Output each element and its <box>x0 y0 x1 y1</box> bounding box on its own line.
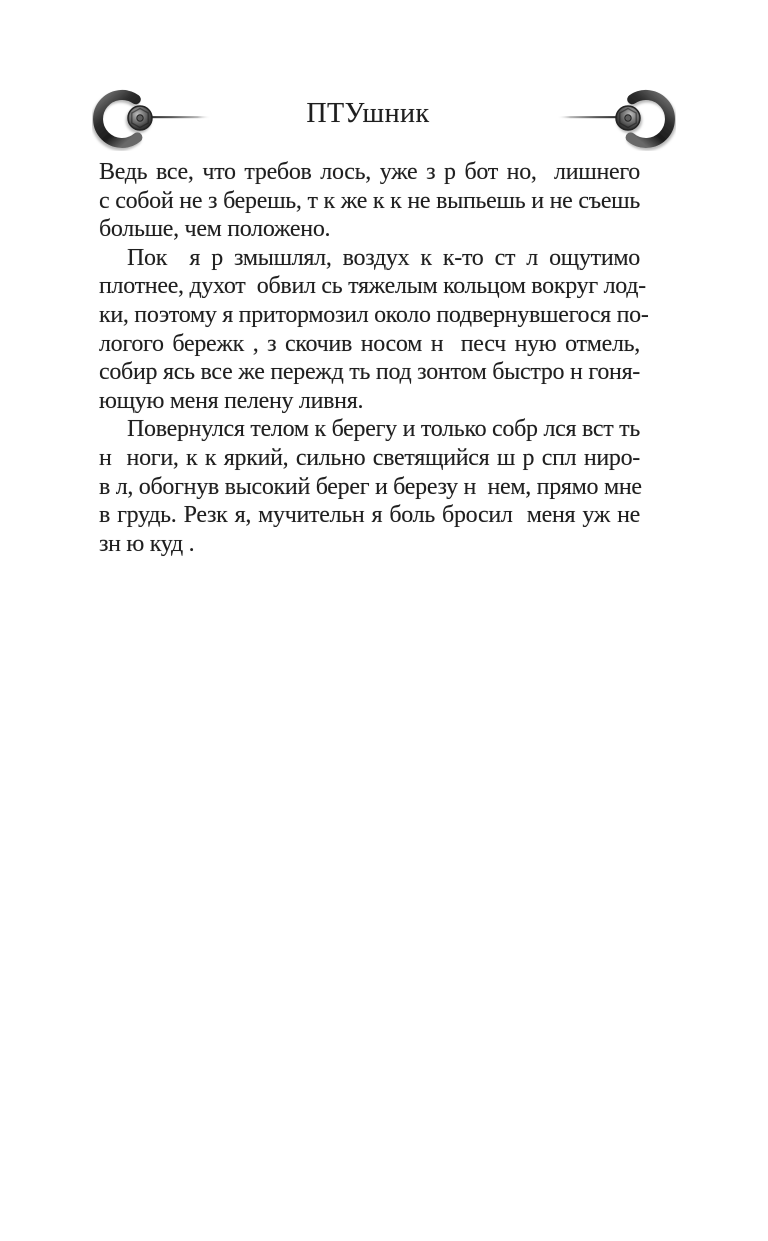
text-line: Повернулся телом к берегу и только собр лся вст ть <box>127 416 640 443</box>
text-line: Ведь все, что требов лось, уже з р бот но, лишнего <box>99 159 640 185</box>
text-line: в л, обогнув высокий берег и березу н нем, прямо мне <box>99 473 642 500</box>
text-line: больше, чем положено. <box>99 216 331 243</box>
text-line: плотнее, духот обвил сь тяжелым кольцом вокруг лод- <box>99 273 646 300</box>
text-line: логого бережк , з скочив носом н песч ную отмель, <box>99 330 640 357</box>
text-line: ки, поэтому я притормозил около подвернувшегося по- <box>99 301 649 328</box>
text-line: н ноги, к к яркий, сильно светящийся ш р спл ниро- <box>99 444 640 471</box>
text-line: ющую меня пелену ливня. <box>99 387 364 414</box>
page-text <box>99 158 649 558</box>
text-line: Пок я р змышлял, воздух к к-то ст л ощутимо <box>127 244 640 271</box>
text-line: зн ю куд . <box>99 530 195 557</box>
text-line: с собой не з берешь, т к же к к не выпьешь и не съешь <box>99 187 640 214</box>
chapter-title: ПТУшник <box>306 98 430 129</box>
text-line: собир ясь все же пережд ть под зонтом быстро н гоня- <box>99 359 640 386</box>
text-line: в грудь. Резк я, мучительн я боль бросил меня уж не <box>99 502 640 529</box>
